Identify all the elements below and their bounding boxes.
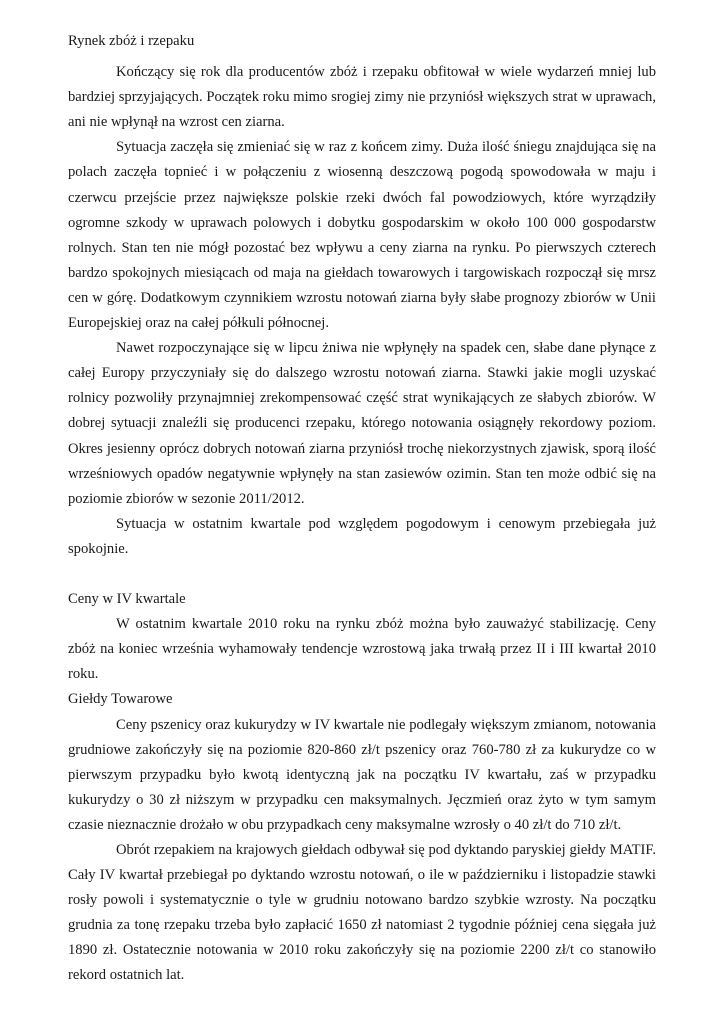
paragraph-intro-1: Kończący się rok dla producentów zbóż i rzepaku obfitował w wiele wydarzeń mniej lub bardziej sprzyjających. Początek roku mimo srogiej zimy nie przyniósł większych strat w uprawach, ani nie wpłynął na wzrost cen ziarna. [68, 64, 656, 131]
document-page [68, 29, 656, 989]
paragraph-subsection-1: Ceny pszenicy oraz kukurydzy w IV kwartale nie podlegały większym zmianom, notowania grudniowe zakończyły się na poziomie 820-860 zł/t pszenicy oraz 760-780 zł za kukurydze co w pierwszym przypadku było kwotą identyczną jak na początku IV kwartału, zaś w przypadku kukurydzy o 30 zł niższym w przypadku cen maksymalnych. Jęczmień oraz żyto w tym samym czasie nieznacznie drożało w obu przypadkach ceny maksymalne wzrosły o 40 zł/t do 710 zł/t. [68, 716, 656, 833]
blank-line [68, 562, 656, 587]
document-title: Rynek zbóż i rzepaku [68, 33, 195, 49]
section-heading: Ceny w IV kwartale [68, 591, 186, 608]
paragraph-subsection-2: Obrót rzepakiem na krajowych giełdach odbywał się pod dyktando paryskiej giełdy MATIF. Cały IV kwartał przebiegał po dyktando wzrostu notowań, o ile w październiku i listopadzie stawki rosły powoli i systematycznie o tyle w grudniu notowano bardzo szybkie wzrosty. Na początku grudnia za tonę rzepaku trzeba było zapłacić 1650 zł natomiast 2 tygodnie później cena sięgała już 1890 zł. Ostatecznie notowania w 2010 roku zakończyły się na poziomie 2200 zł/t co stanowiło rekord ostatnich lat. [68, 842, 656, 984]
paragraph-intro-3: Nawet rozpoczynające się w lipcu żniwa nie wpłynęły na spadek cen, słabe dane płynące z całej Europy przyczyniały się do dalszego wzrostu notowań ziarna. Stawki jakie mogli uzyskać rolnicy pozwoliły przynajmniej zrekompensować część strat wynikających ze słabych zbiorów. W dobrej sytuacji znaleźli się producenci rzepaku, którego notowania osiągnęły rekordowy poziom. Okres jesienny oprócz dobrych notowań ziarna przyniósł trochę niekorzystnych zjawisk, sporą ilość wrześniowych opadów negatywnie wpłynęły na stan zasiewów ozimin. Stan ten może odbić się na poziomie zbiorów w sezonie 2011/2012. [68, 340, 656, 507]
subsection-heading: Giełdy Towarowe [68, 691, 173, 708]
paragraph-intro-2: Sytuacja zaczęła się zmieniać się w raz z końcem zimy. Duża ilość śniegu znajdująca się na polach zaczęła topnieć i w połączeniu z wiosenną deszczową pogodą spowodowała w maju i czerwcu przejście przez największe polskie rzeki dwóch fal powodziowych, które wyrządziły ogromne szkody w uprawach polowych i dobytku gospodarskim w około 100 000 gospodarstw rolnych. Stan ten nie mógł pozostać bez wpływu a ceny ziarna na rynku. Po pierwszych czterech bardzo spokojnych miesiącach od maja na giełdach towarowych i targowiskach rozpoczął się mrsz cen w górę. Dodatkowym czynnikiem wzrostu notowań ziarna były słabe prognozy zbiorów w Unii Europejskiej oraz na całej półkuli północnej. [68, 139, 656, 332]
paragraph-section-1: W ostatnim kwartale 2010 roku na rynku zbóż można było zauważyć stabilizację. Ceny zbóż na koniec września wyhamowały tendencje wzrostową jaka trwałą przez II i III kwartał 2010 roku. [68, 616, 656, 683]
paragraph-intro-4: Sytuacja w ostatnim kwartale pod względem pogodowym i cenowym przebiegała już spokojnie. [68, 515, 656, 557]
